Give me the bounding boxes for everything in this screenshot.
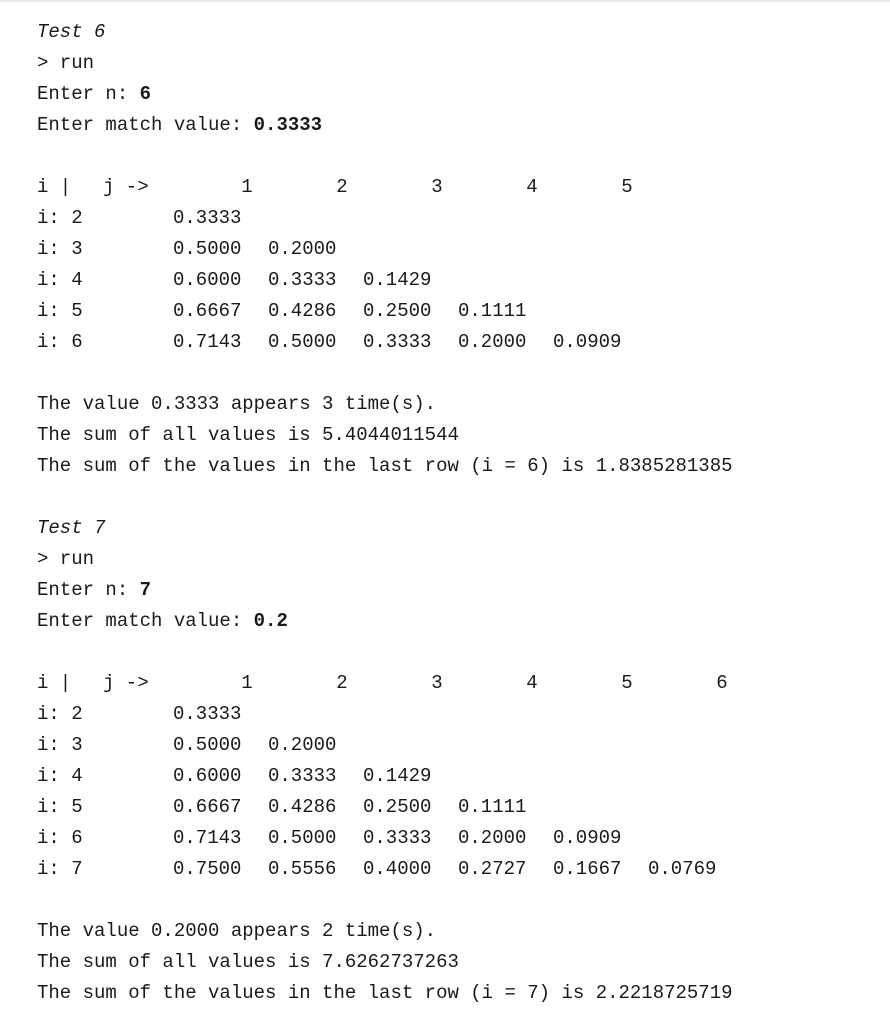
table-cell: 0.0909 [553,827,622,849]
column-header: 3 [431,176,443,198]
header-arrow: j -> [103,672,149,694]
table-header [37,172,882,203]
column-header: 2 [336,176,348,198]
column-header: 1 [241,176,253,198]
row-label: i: 6 [37,827,83,849]
row-label: i: 5 [37,300,83,322]
match-label: Enter match value: [37,610,254,632]
table-row [37,265,882,296]
table-cell: 0.3333 [268,765,337,787]
row-label: i: 4 [37,765,83,787]
blank-line [37,637,882,668]
table-row [37,699,882,730]
test-block [37,513,882,1009]
table-cell: 0.5000 [173,238,242,260]
row-label: i: 3 [37,238,83,260]
table-cell: 0.2727 [458,858,527,880]
table-cell: 0.3333 [363,827,432,849]
row-label: i: 4 [37,269,83,291]
run-command: > run [37,52,95,74]
table-cell: 0.7143 [173,331,242,353]
table-row [37,203,882,234]
console-output [37,17,882,1009]
blank-line [37,358,882,389]
table-row [37,730,882,761]
table-cell: 0.5556 [268,858,337,880]
n-label: Enter n: [37,579,140,601]
column-header: 6 [716,672,728,694]
column-header: 5 [621,672,633,694]
table-cell: 0.1429 [363,765,432,787]
summary-last-row-sum: The sum of the values in the last row (i = 6) is 1.8385281385 [37,455,733,477]
blank-line [37,141,882,172]
table-cell: 0.6667 [173,796,242,818]
column-header: 1 [241,672,253,694]
match-value: 0.3333 [253,114,323,136]
table-cell: 0.4286 [268,300,337,322]
table-cell: 0.3333 [268,269,337,291]
table-rows [37,699,882,885]
table-cell: 0.6000 [173,269,242,291]
run-command: > run [37,548,95,570]
table-cell: 0.6000 [173,765,242,787]
table-row [37,296,882,327]
table-cell: 0.2000 [458,331,527,353]
table-row [37,234,882,265]
table-cell: 0.2500 [363,796,432,818]
n-input-line [37,575,882,606]
summary-total-sum: The sum of all values is 5.4044011544 [37,424,459,446]
header-label: i | [37,176,72,198]
column-header: 3 [431,672,443,694]
row-label: i: 6 [37,331,83,353]
test-block [37,17,882,513]
row-label: i: 2 [37,207,83,229]
table-cell: 0.3333 [173,207,242,229]
header-arrow: j -> [103,176,149,198]
table-cell: 0.6667 [173,300,242,322]
n-value: 6 [139,83,152,105]
table-cell: 0.3333 [363,331,432,353]
column-header: 4 [526,672,538,694]
summary-last-row-sum: The sum of the values in the last row (i = 7) is 2.2218725719 [37,982,733,1004]
blank-line [37,482,882,513]
table-row [37,823,882,854]
n-value: 7 [139,579,152,601]
n-input-line [37,79,882,110]
table-cell: 0.1111 [458,796,527,818]
table-cell: 0.4286 [268,796,337,818]
row-label: i: 2 [37,703,83,725]
column-header: 2 [336,672,348,694]
table-cell: 0.1667 [553,858,622,880]
table-row [37,327,882,358]
row-label: i: 7 [37,858,83,880]
table-cell: 0.0909 [553,331,622,353]
top-divider [0,0,890,2]
table-cell: 0.5000 [173,734,242,756]
match-input-line [37,110,882,141]
table-cell: 0.5000 [268,331,337,353]
test-title: Test 6 [37,21,106,43]
table-cell: 0.7143 [173,827,242,849]
match-value: 0.2 [253,610,288,632]
table-rows [37,203,882,358]
table-cell: 0.5000 [268,827,337,849]
table-cell: 0.2000 [458,827,527,849]
match-input-line [37,606,882,637]
table-cell: 0.7500 [173,858,242,880]
summary-match-count: The value 0.2000 appears 2 time(s). [37,920,437,942]
summary-total-sum: The sum of all values is 7.6262737263 [37,951,459,973]
row-label: i: 3 [37,734,83,756]
match-label: Enter match value: [37,114,254,136]
table-cell: 0.0769 [648,858,717,880]
column-header: 5 [621,176,633,198]
summary-match-count: The value 0.3333 appears 3 time(s). [37,393,437,415]
row-label: i: 5 [37,796,83,818]
table-cell: 0.4000 [363,858,432,880]
test-title: Test 7 [37,517,106,539]
table-cell: 0.2000 [268,238,337,260]
table-cell: 0.2500 [363,300,432,322]
header-label: i | [37,672,72,694]
table-row [37,854,882,885]
table-row [37,761,882,792]
table-row [37,792,882,823]
blank-line [37,885,882,916]
table-cell: 0.3333 [173,703,242,725]
table-cell: 0.1111 [458,300,527,322]
n-label: Enter n: [37,83,140,105]
table-header [37,668,882,699]
table-cell: 0.2000 [268,734,337,756]
table-cell: 0.1429 [363,269,432,291]
column-header: 4 [526,176,538,198]
